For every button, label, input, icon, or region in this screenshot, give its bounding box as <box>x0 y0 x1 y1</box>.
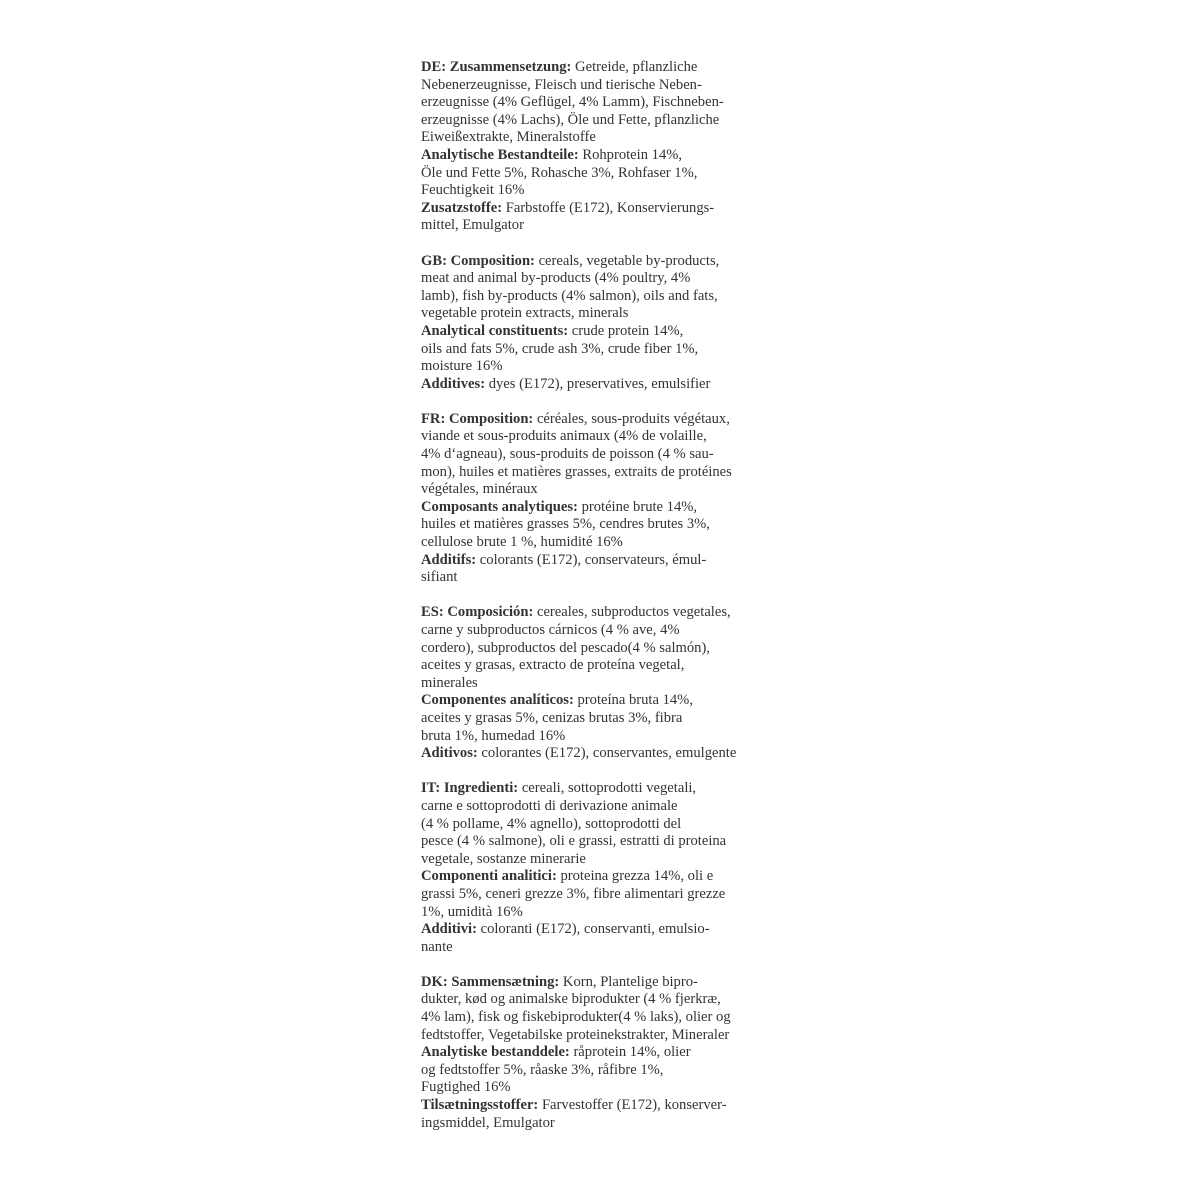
bold-heading: DK: Sammensætning: <box>421 973 560 990</box>
text-segment: crude protein 14%, <box>568 322 684 339</box>
text-line <box>421 147 786 165</box>
bold-heading: Additifs: <box>421 551 477 568</box>
text-line <box>421 939 786 957</box>
text-line <box>421 323 786 341</box>
text-segment: végétales, minéraux <box>421 481 538 498</box>
text-line <box>421 921 786 939</box>
text-segment: ingsmiddel, Emulgator <box>421 1114 555 1131</box>
ingredient-label <box>421 59 786 1150</box>
text-line <box>421 341 786 359</box>
text-segment: cereals, vegetable by-products, <box>534 252 720 269</box>
text-segment: dyes (E172), preservatives, emulsifier <box>485 375 711 392</box>
text-segment: mittel, Emulgator <box>421 217 524 234</box>
text-line <box>421 411 786 429</box>
text-line <box>421 182 786 200</box>
bold-heading: Composants analytiques: <box>421 498 578 515</box>
text-line <box>421 1062 786 1080</box>
text-segment: proteina grezza 14%, oli e <box>556 868 714 885</box>
text-line <box>421 305 786 323</box>
bold-heading: FR: Composition: <box>421 410 534 427</box>
text-line <box>421 1044 786 1062</box>
text-segment: coloranti (E172), conservanti, emulsio- <box>476 921 710 938</box>
section-de <box>421 59 786 235</box>
bold-heading: Analytical constituents: <box>421 322 569 339</box>
text-segment: Farbstoffe (E172), Konservierungs- <box>502 199 715 216</box>
text-segment: meat and animal by-products (4% poultry, 4% <box>421 270 691 287</box>
text-line <box>421 640 786 658</box>
bold-heading: Aditivos: <box>421 745 478 762</box>
text-line <box>421 200 786 218</box>
text-segment: aceites y grasas, extracto de proteína vegetal, <box>421 657 685 674</box>
text-line <box>421 165 786 183</box>
text-segment: fedtstoffer, Vegetabilske proteinekstrakter, Mineraler <box>421 1026 730 1043</box>
bold-heading: ES: Composición: <box>421 604 534 621</box>
text-segment: erzeugnisse (4% Lachs), Öle und Fette, pflanzliche <box>421 111 720 128</box>
section-gb <box>421 253 786 394</box>
text-segment: Farvestoffer (E172), konserver- <box>538 1097 727 1114</box>
text-segment: erzeugnisse (4% Geflügel, 4% Lamm), Fischneben- <box>421 94 724 111</box>
text-segment: 4% lam), fisk og fiskebiprodukter(4 % laks), olier og <box>421 1009 731 1026</box>
text-line <box>421 904 786 922</box>
text-segment: nante <box>421 938 453 955</box>
section-dk <box>421 974 786 1132</box>
text-line <box>421 1027 786 1045</box>
text-line <box>421 657 786 675</box>
text-segment: cereales, subproductos vegetales, <box>533 604 731 621</box>
text-line <box>421 516 786 534</box>
text-line <box>421 780 786 798</box>
bold-heading: DE: Zusammensetzung: <box>421 59 572 75</box>
text-segment: carne e sottoprodotti di derivazione animale <box>421 797 678 814</box>
section-es <box>421 604 786 762</box>
text-segment: cordero), subproductos del pescado(4 % salmón), <box>421 639 710 656</box>
text-segment: carne y subproductos cárnicos (4 % ave, 4% <box>421 622 680 638</box>
text-line <box>421 710 786 728</box>
text-segment: Fugtighed 16% <box>421 1079 511 1096</box>
text-line <box>421 376 786 394</box>
text-segment: Nebenerzeugnisse, Fleisch und tierische Neben- <box>421 76 702 93</box>
text-line <box>421 112 786 130</box>
text-segment: aceites y grasas 5%, cenizas brutas 3%, fibra <box>421 709 683 726</box>
text-line <box>421 534 786 552</box>
text-line <box>421 94 786 112</box>
text-line <box>421 253 786 271</box>
text-segment: vegetable protein extracts, minerals <box>421 305 629 322</box>
text-line <box>421 569 786 587</box>
text-segment: Öle und Fette 5%, Rohasche 3%, Rohfaser 1%, <box>421 164 698 181</box>
text-line <box>421 745 786 763</box>
text-line <box>421 851 786 869</box>
text-line <box>421 604 786 622</box>
text-line <box>421 77 786 95</box>
text-segment: colorantes (E172), conservantes, emulgente <box>477 745 737 762</box>
text-line <box>421 270 786 288</box>
text-line <box>421 499 786 517</box>
text-segment: proteína bruta 14%, <box>573 692 693 709</box>
text-segment: Korn, Plantelige bipro- <box>559 973 698 990</box>
text-segment: cellulose brute 1 %, humidité 16% <box>421 534 623 551</box>
text-line <box>421 129 786 147</box>
text-line <box>421 464 786 482</box>
text-line <box>421 692 786 710</box>
text-segment: lamb), fish by-products (4% salmon), oils and fats, <box>421 287 718 304</box>
text-segment: sifiant <box>421 569 458 586</box>
text-segment: Getreide, pflanzliche <box>571 59 698 75</box>
text-line <box>421 428 786 446</box>
bold-heading: Tilsætningsstoffer: <box>421 1097 539 1114</box>
text-segment: 1%, umidità 16% <box>421 903 523 920</box>
text-segment: mon), huiles et matières grasses, extraits de protéines <box>421 463 732 480</box>
bold-heading: Componentes analíticos: <box>421 692 574 709</box>
text-line <box>421 59 786 77</box>
text-line <box>421 675 786 693</box>
text-segment: pesce (4 % salmone), oli e grassi, estratti di proteina <box>421 833 727 850</box>
text-segment: grassi 5%, ceneri grezze 3%, fibre alimentari grezze <box>421 885 726 902</box>
text-segment: minerales <box>421 674 478 691</box>
text-line <box>421 991 786 1009</box>
text-segment: Eiweißextrakte, Mineralstoffe <box>421 129 596 146</box>
text-segment: (4 % pollame, 4% agnello), sottoprodotti del <box>421 815 682 832</box>
bold-heading: Additives: <box>421 375 486 392</box>
text-segment: 4% d‘agneau), sous-produits de poisson (4 % sau- <box>421 446 714 463</box>
section-it <box>421 780 786 956</box>
text-line <box>421 481 786 499</box>
text-line <box>421 217 786 235</box>
bold-heading: GB: Composition: <box>421 252 535 269</box>
text-line <box>421 798 786 816</box>
text-segment: céréales, sous-produits végétaux, <box>533 410 730 427</box>
bold-heading: Componenti analitici: <box>421 868 557 885</box>
text-line <box>421 1079 786 1097</box>
section-fr <box>421 411 786 587</box>
text-line <box>421 622 786 640</box>
text-segment: colorants (E172), conservateurs, émul- <box>476 551 707 568</box>
text-line <box>421 446 786 464</box>
text-line <box>421 886 786 904</box>
bold-heading: Analytische Bestandteile: <box>421 146 579 163</box>
text-line <box>421 868 786 886</box>
text-segment: Feuchtigkeit 16% <box>421 182 525 199</box>
text-line <box>421 552 786 570</box>
bold-heading: Analytiske bestanddele: <box>421 1044 570 1061</box>
text-segment: Rohprotein 14%, <box>578 146 683 163</box>
text-line <box>421 288 786 306</box>
text-segment: viande et sous-produits animaux (4% de volaille, <box>421 428 707 445</box>
text-segment: råprotein 14%, olier <box>569 1044 691 1061</box>
text-line <box>421 833 786 851</box>
text-segment: cereali, sottoprodotti vegetali, <box>518 780 697 797</box>
text-line <box>421 1009 786 1027</box>
text-line <box>421 728 786 746</box>
text-segment: oils and fats 5%, crude ash 3%, crude fiber 1%, <box>421 340 699 357</box>
text-line <box>421 974 786 992</box>
text-segment: huiles et matières grasses 5%, cendres brutes 3%, <box>421 516 710 533</box>
text-line <box>421 358 786 376</box>
text-segment: protéine brute 14%, <box>577 498 698 515</box>
text-segment: vegetale, sostanze minerarie <box>421 850 586 867</box>
bold-heading: Additivi: <box>421 921 477 938</box>
text-segment: bruta 1%, humedad 16% <box>421 727 566 744</box>
text-line <box>421 816 786 834</box>
text-segment: moisture 16% <box>421 358 503 375</box>
text-segment: dukter, kød og animalske biprodukter (4 % fjerkræ, <box>421 991 721 1008</box>
text-line <box>421 1097 786 1115</box>
bold-heading: IT: Ingredienti: <box>421 780 519 797</box>
bold-heading: Zusatzstoffe: <box>421 199 503 216</box>
text-line <box>421 1115 786 1133</box>
text-segment: og fedtstoffer 5%, råaske 3%, råfibre 1%, <box>421 1061 664 1078</box>
